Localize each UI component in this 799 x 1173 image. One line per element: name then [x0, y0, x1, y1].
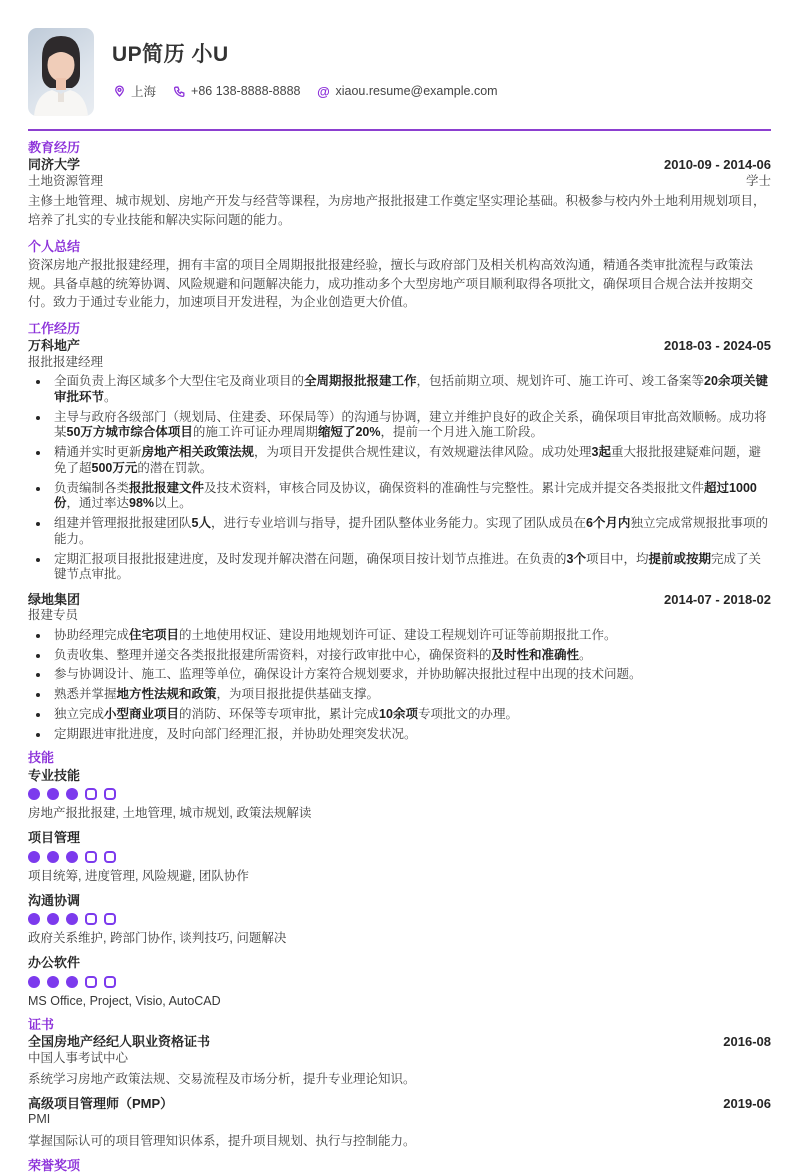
- resume-header: [28, 0, 771, 116]
- section-work: [28, 322, 771, 742]
- company-name: 绿地集团: [28, 592, 81, 608]
- header-info: [112, 28, 498, 116]
- skill-name: 项目管理: [28, 830, 81, 846]
- skill-level-dots: [28, 913, 771, 925]
- skill-dot-empty: [104, 788, 116, 800]
- bullet-item: 定期汇报项目报批报建进度，及时发现并解决潜在问题，确保项目按计划节点推进。在负责的3个项目中，均提前或按期完成了关键节点审批。: [34, 552, 771, 584]
- certificate-issuer-row: [28, 1051, 771, 1065]
- skill-level-dots: [28, 976, 771, 988]
- phone-text: +86 138-8888-8888: [191, 84, 301, 98]
- skill-dot-filled: [47, 788, 59, 800]
- job-role-row: [28, 355, 771, 369]
- contact-email: [317, 84, 498, 98]
- section-awards: [28, 1159, 771, 1173]
- bullet-item: 主导与政府各级部门（规划局、住建委、环保局等）的沟通与协调，建立并维护良好的政企关系，确保项目审批高效顺畅。成功将某50万方城市综合体项目的施工许可证办理周期缩短了20%，提前一个月进入施工阶段。: [34, 410, 771, 442]
- skill-dot-empty: [104, 976, 116, 988]
- certificate-row: [28, 1034, 771, 1049]
- contact-row: [112, 82, 498, 100]
- skill-name: 专业技能: [28, 767, 81, 783]
- skill-name: 办公软件: [28, 955, 81, 971]
- certificate-description: 系统学习房地产政策法规、交易流程及市场分析，提升专业理论知识。: [28, 1071, 416, 1086]
- certificate-description: 掌握国际认可的项目管理知识体系，提升项目规划、执行与控制能力。: [28, 1133, 416, 1148]
- bullet-item: 负责收集、整理并递交各类报批报建所需资料，对接行政审批中心，确保资料的及时性和准确性。: [34, 648, 771, 664]
- job-entry-row: [28, 592, 771, 607]
- certificates-heading: 证书: [28, 1016, 55, 1032]
- certificate-title: 全国房地产经纪人职业资格证书: [28, 1034, 211, 1050]
- education-sub-row: [28, 174, 771, 188]
- education-description: 主修土地管理、城市规划、房地产开发与经营等课程，为房地产报批报建工作奠定坚实理论基础。积极参与校内外土地利用规划项目，培养了扎实的专业技能和解决实际问题的能力。: [28, 194, 766, 227]
- bullet-item: 精通并实时更新房地产相关政策法规，为项目开发提供合规性建议，有效规避法律风险。成功处理3起重大报批报建疑难问题，避免了超500万元的潜在罚款。: [34, 445, 771, 477]
- school-name: 同济大学: [28, 157, 81, 173]
- job-role: 报批报建经理: [28, 354, 104, 369]
- job-date: 2014-07 - 2018-02: [664, 592, 771, 608]
- skill-detail: 房地产报批报建, 土地管理, 城市规划, 政策法规解读: [28, 806, 312, 821]
- job-entry-row: [28, 338, 771, 353]
- education-entry-row: [28, 157, 771, 172]
- certificate-title: 高级项目管理师（PMP）: [28, 1096, 174, 1112]
- skill-dot-filled: [47, 913, 59, 925]
- certificate-issuer-row: [28, 1112, 771, 1126]
- job-date: 2018-03 - 2024-05: [664, 338, 771, 354]
- skill-detail: 项目统筹, 进度管理, 风险规避, 团队协作: [28, 868, 249, 883]
- summary-heading: 个人总结: [28, 238, 81, 254]
- at-sign-icon: @: [317, 83, 330, 99]
- skill-dot-filled: [66, 788, 78, 800]
- bullet-item: 定期跟进审批进度，及时向部门经理汇报，并协助处理突发状况。: [34, 727, 771, 743]
- section-education: [28, 141, 771, 230]
- job-bullet-list: [34, 628, 771, 743]
- skill-dot-filled: [28, 788, 40, 800]
- skills-heading: 技能: [28, 750, 55, 766]
- skill-dot-empty: [104, 851, 116, 863]
- section-summary: [28, 240, 771, 313]
- bullet-item: 熟悉并掌握地方性法规和政策，为项目报批提供基础支撑。: [34, 687, 771, 703]
- section-skills: [28, 751, 771, 1009]
- bullet-item: 负责编制各类报批报建文件及技术资料，审核合同及协议，确保资料的准确性与完整性。累计完成并提交各类报批文件超过1000份，通过率达98%以上。: [34, 481, 771, 513]
- skill-professional: [28, 768, 771, 822]
- job-bullet-list: [34, 374, 771, 583]
- phone-icon: [172, 84, 186, 98]
- skill-dot-filled: [47, 976, 59, 988]
- certificate-issuer: 中国人事考试中心: [28, 1050, 129, 1065]
- certificate-pmp: [28, 1096, 771, 1150]
- awards-heading: 荣誉奖项: [28, 1157, 81, 1173]
- certificate-date: 2019-06: [723, 1096, 771, 1112]
- certificate-row: [28, 1096, 771, 1111]
- skill-dot-filled: [47, 851, 59, 863]
- bullet-item: 独立完成小型商业项目的消防、环保等专项审批，累计完成10余项专项批文的办理。: [34, 707, 771, 723]
- skill-dot-filled: [66, 976, 78, 988]
- skill-communication: [28, 893, 771, 947]
- profile-photo: [28, 28, 94, 116]
- company-name: 万科地产: [28, 338, 81, 354]
- skill-dot-empty: [85, 976, 97, 988]
- job-entry-vanke: [28, 338, 771, 583]
- section-certificates: [28, 1018, 771, 1150]
- certificate-date: 2016-08: [723, 1034, 771, 1050]
- skill-project-management: [28, 830, 771, 884]
- certificate-issuer: PMI: [28, 1112, 51, 1127]
- job-entry-greenland: [28, 592, 771, 742]
- location-pin-icon: [112, 84, 126, 98]
- email-text: xiaou.resume@example.com: [335, 84, 498, 98]
- location-text: 上海: [131, 85, 157, 99]
- skill-dot-filled: [66, 913, 78, 925]
- skill-name: 沟通协调: [28, 892, 81, 908]
- work-heading: 工作经历: [28, 321, 81, 337]
- skill-dot-filled: [28, 913, 40, 925]
- summary-text: 资深房地产报批报建经理，拥有丰富的项目全周期报批报建经验，擅长与政府部门及相关机构高效沟通，精通各类审批流程与政策法规。具备卓越的统筹协调、风险规避和问题解决能力，成功推动多个大型房地产项目顺利取得各项批文，确保项目合规合法并按期交付。致力于通过专业能力，加速项目开发进程，为企业创造更大价值。: [28, 257, 754, 310]
- skill-dot-filled: [28, 851, 40, 863]
- certificate-broker: [28, 1034, 771, 1088]
- bullet-item: 全面负责上海区域多个大型住宅及商业项目的全周期报批报建工作，包括前期立项、规划许可、施工许可、竣工备案等20余项关键审批环节。: [34, 374, 771, 406]
- job-role: 报建专员: [28, 608, 79, 623]
- bullet-item: 参与协调设计、施工、监理等单位，确保设计方案符合规划要求，并协助解决报批过程中出现的技术问题。: [34, 667, 771, 683]
- skill-dot-empty: [85, 913, 97, 925]
- skill-dot-filled: [66, 851, 78, 863]
- skill-dot-empty: [104, 913, 116, 925]
- skill-level-dots: [28, 851, 771, 863]
- degree-name: 学士: [745, 173, 771, 188]
- contact-phone: [172, 84, 300, 98]
- bullet-item: 组建并管理报批报建团队5人，进行专业培训与指导，提升团队整体业务能力。实现了团队成员在6个月内独立完成常规报批事项的能力。: [34, 516, 771, 548]
- job-role-row: [28, 608, 771, 622]
- skill-detail: 政府关系维护, 跨部门协作, 谈判技巧, 问题解决: [28, 931, 287, 946]
- skill-level-dots: [28, 788, 771, 800]
- education-heading: 教育经历: [28, 140, 81, 155]
- header-divider: [28, 129, 771, 131]
- skill-detail: MS Office, Project, Visio, AutoCAD: [28, 993, 221, 1008]
- skill-dot-filled: [28, 976, 40, 988]
- candidate-name: UP简历 小U: [112, 43, 229, 66]
- skill-office-software: [28, 955, 771, 1009]
- skill-dot-empty: [85, 851, 97, 863]
- education-date: 2010-09 - 2014-06: [664, 157, 771, 173]
- skill-dot-empty: [85, 788, 97, 800]
- portrait-illustration: [28, 28, 94, 116]
- bullet-item: 协助经理完成住宅项目的土地使用权证、建设用地规划许可证、建设工程规划许可证等前期报批工作。: [34, 628, 771, 644]
- major-name: 土地资源管理: [28, 173, 104, 188]
- contact-location: [112, 82, 156, 100]
